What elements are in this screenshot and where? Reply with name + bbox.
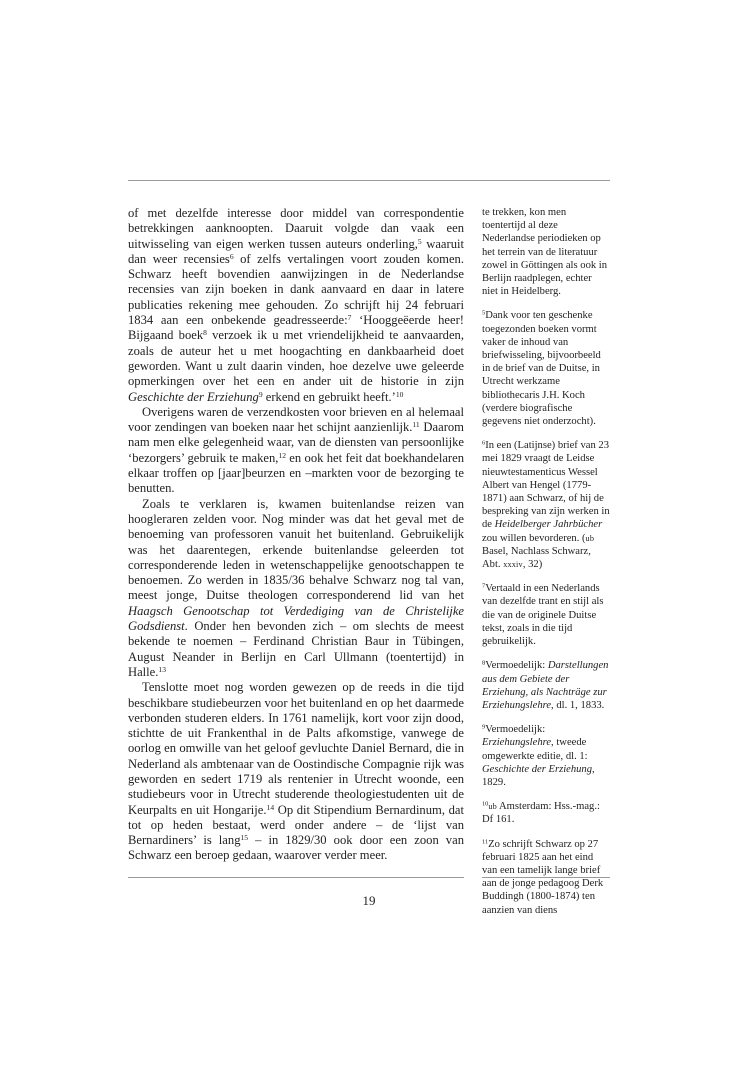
footnote-ref-13[interactable]: 13 bbox=[158, 664, 166, 674]
paragraph-2: Overigens waren de verzendkosten voor brieven en al helemaal voor zendingen van boeken naar het schijnt aanzienlijk.$^{11}$ Daarom nam men elke gelegenheid waar, van de diensten van persoonlijke ‘bezorgers’ gebruik te maken,$^{12}$ en ook het feit dat boekhandelaren elkaar troffen op [jaar]beurzen en –markten voor de bezorging te benutten. bbox=[128, 404, 464, 496]
footnote-ref-9[interactable]: 9 bbox=[258, 389, 263, 399]
footnote-11: $^{11}$Zo schrijft Schwarz op 27 februari 1825 aan het eind van een tamelijk lange brief aan de jonge pedagoog Derk Buddingh (1800-1874) ten aanzien van diens bbox=[482, 838, 604, 916]
paragraph-3: Zoals te verklaren is, kwamen buitenlandse reizen van hoogleraren zelden voor. Nog minder was dat het geval met de benoeming van professoren vanuit het buitenland. Gebruikelijk was het daarentegen, erkende buitenlandse geleerden tot corresponderende leden in wetenschappelijke genootschappen te benoemen. Zo werden in 1835/36 behalve Schwarz nog tal van, meest jonge, Duitse theologen corresponderend lid van het Haagsch Genootschap tot Verdediging van de Christelijke Godsdienst. Onder hen bevonden zich – om slechts de meest bekende te noemen – Ferdinand Christian Baur in Tübingen, August Neander in Berlijn en Carl Ullmann (toentertijd) in Halle.$^{13}$ bbox=[128, 496, 464, 679]
footnote-5: $^5$Dank voor ten geschenke toegezonden boeken vormt vaker de inhoud van briefwisseling, bijvoorbeeld in de brief van de Duitse, in Utrecht werkzame bibliothecaris J.H. Koch (verdere biografische gegevens niet onderzocht). bbox=[482, 309, 601, 428]
paragraph-4: Tenslotte moet nog worden gewezen op de reeds in die tijd beschikbare studiebeurzen voor het buitenland en op het daarmede verbonden studeren elders. In 1761 namelijk, kort voor zijn dood, stichtte de uit Frankenthal in de Palts afkomstige, vanwege de oorlog en omwille van het geloof gevluchte Daniel Bernard, die in Nederland als ambtenaar van de Oostindische Compagnie rijk was geworden en sedert 1719 als rentenier in Utrecht woonde, een studiebeurs voor in Utrecht studerende theologiestudenten uit de Keurpalts en uit Hongarije.$^{14}$ Op dit Stipendium Bernardinum, dat tot op heden bestaat, werd onder andere – de ‘lijst van Bernardiners’ is lang$^{15}$ – in 1829/30 ook door een zoon van Schwarz een beroep gedaan, waarover verder meer. bbox=[128, 680, 464, 863]
footnote-10: $^{10}$ub Amsterdam: Hss.-mag.: Df 161. bbox=[482, 800, 600, 826]
footnote-ref-7[interactable]: 7 bbox=[347, 312, 352, 322]
bottom-rule-notes bbox=[482, 877, 610, 878]
footnote-column bbox=[482, 206, 610, 928]
footnote-8: $^8$Vermoedelijk: Darstellungen aus dem Gebiete der Erziehung, als Nachträge zur Erziehungslehre, dl. 1, 1833. bbox=[482, 659, 609, 711]
footnote-ref-12[interactable]: 12 bbox=[278, 450, 286, 460]
paragraph-1: of met dezelfde interesse door middel van correspondentie betrekkingen aanknoopten. Daaruit volgde dan vaak een uitwisseling van eigen werken tussen auteurs onderling,$^5$ waaruit dan weer recensies$^6$ of zelfs vertalingen voort zouden komen. Schwarz heeft bovendien aanwijzingen in de Nederlandse recensies van zijn boeken in dank aanvaard en daar in latere publicaties rekening mee gehouden. Zo schrijft hij 24 februari 1834 aan een onbekende geadresseerde:$^7$ ‘Hooggeëerde heer! Bijgaand boek$^8$ verzoek ik u met vriendelijkheid te aanvaarden, zoals de auteur het u met hoogachting en dankbaarheid doet geworden. Want u zult daarin vinden, hoe dezelve uwe geleerde opmerkingen over het een en ander uit de historie in zijn Geschichte der Erziehung$^9$ erkend en gebruikt heeft.’$^{10}$ bbox=[128, 206, 464, 404]
page-number: 19 bbox=[362, 893, 376, 908]
footnote-ref-5[interactable]: 5 bbox=[417, 236, 422, 246]
footnote-9: $^9$Vermoedelijk: Erziehungslehre, tweede omgewerkte editie, dl. 1: Geschichte der Erziehung, 1829. bbox=[482, 723, 595, 788]
main-text-column bbox=[128, 206, 464, 864]
footnote-ref-10[interactable]: 10 bbox=[395, 389, 404, 399]
footnote-6: $^6$In een (Latijnse) brief van 23 mei 1829 vraagt de Leidse nieuwtestamenticus Wessel Albert van Hengel (1779-1871) aan Schwarz, of hij de bespreking van zijn werken in de Heidelberger Jahrbücher zou willen bevorderen. (ub Basel, Nachlass Schwarz, Abt. xxxiv, 32) bbox=[482, 439, 610, 571]
bottom-rule-main bbox=[128, 877, 464, 878]
footnote-ref-14[interactable]: 14 bbox=[266, 802, 275, 812]
footnote-ref-15[interactable]: 15 bbox=[240, 833, 249, 843]
top-rule bbox=[128, 180, 610, 181]
footnote-continuation: te trekken, kon men toentertijd al deze Nederlandse periodieken op het terrein van de literatuur zowel in Göttingen als ook in Berlijn raadplegen, echter niet in Heidelberg. bbox=[482, 207, 608, 298]
footnote-7: $^7$Vertaald in een Nederlands van dezelfde trant en stijl als die van de originele Duitse tekst, zoals in die tijd gebruikelijk. bbox=[482, 582, 604, 648]
footnote-ref-6[interactable]: 6 bbox=[229, 251, 234, 261]
footnote-ref-8[interactable]: 8 bbox=[203, 328, 207, 338]
footnote-ref-11[interactable]: 11 bbox=[412, 420, 420, 429]
